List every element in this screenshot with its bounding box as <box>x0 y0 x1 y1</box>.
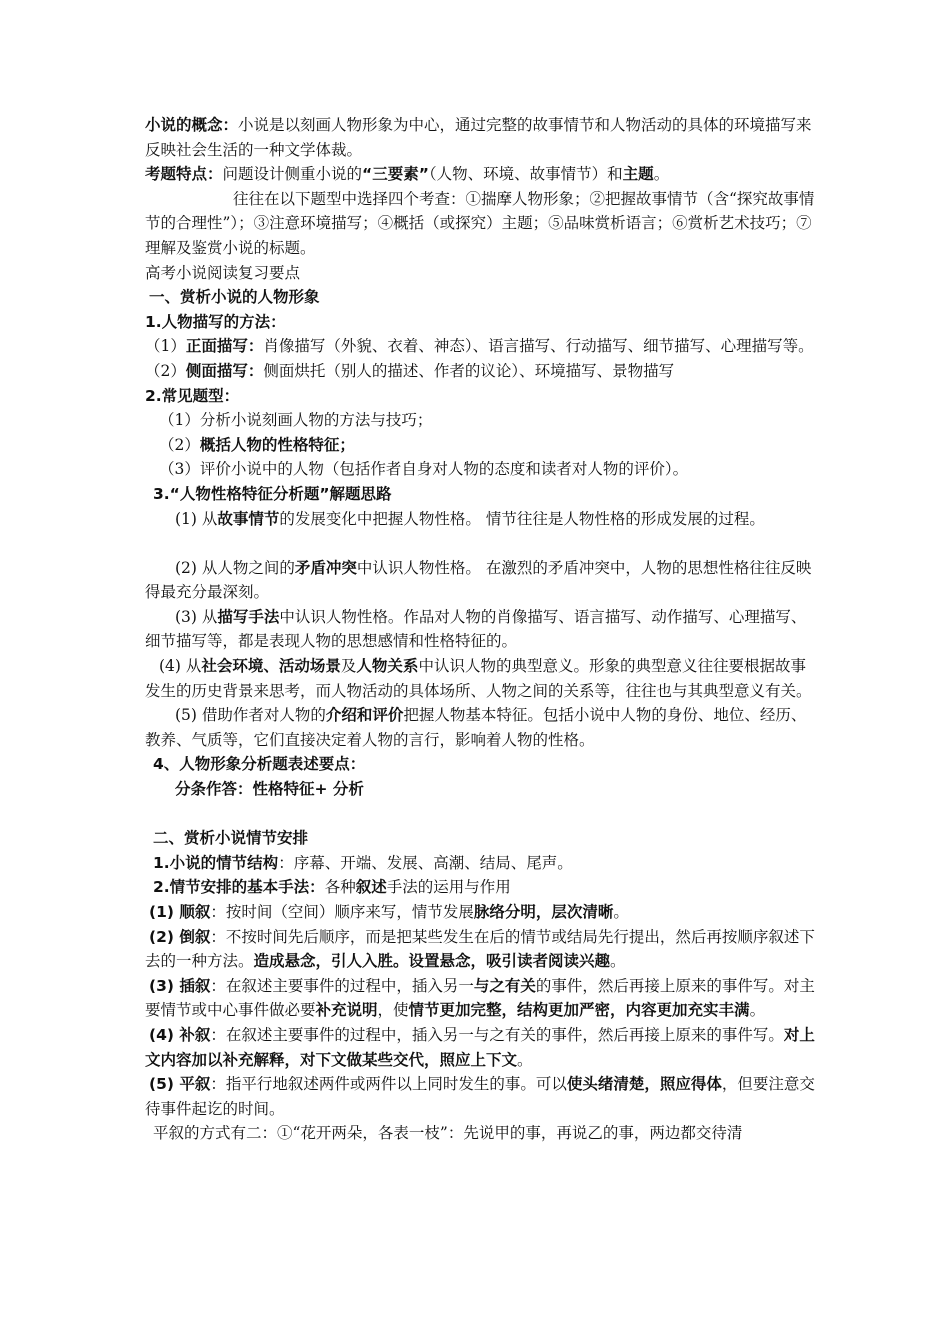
concept-text: 小说是以刻画人物形象为中心，通过完整的故事情节和人物活动的具体的环境描写来反映社会生活的一种文学体裁。 <box>145 116 812 159</box>
narration-label: (4) 补叙 <box>149 1025 211 1044</box>
s2-techniques <box>145 875 815 900</box>
narration-keyword: 脉络分明，层次清晰 <box>473 903 614 921</box>
narration-label: (1) 顺叙 <box>149 903 211 921</box>
approach-3-keyword: 描写手法 <box>217 607 280 626</box>
side-desc-text: 侧面烘托（别人的描述、作者的议论）、环境描写、景物描写 <box>263 361 675 380</box>
narration-label: (5) 平叙 <box>149 1075 211 1094</box>
spacer <box>145 802 815 827</box>
concept-paragraph <box>145 113 815 162</box>
narration-label: (3) 插叙 <box>149 976 211 995</box>
exam-label: 考题特点： <box>145 165 223 184</box>
item-prefix: （1） <box>145 337 186 356</box>
item-prefix: （2） <box>159 435 200 454</box>
exam-detail-text: 往往在以下题型中选择四个考查：①揣摩人物形象；②把握故事情节（含“探究故事情节的合理性”）；③注意环境描写；④概括（或探究）主题；⑤品味赏析语言；⑥赏析艺术技巧；⑦理解及鉴赏小说的标题。 <box>145 189 815 257</box>
parallel-methods: 平叙的方式有二：①“花开两朵，各表一枝”：先说甲的事，再说乙的事，两边都交待清 <box>153 1124 743 1143</box>
s1-side-desc <box>145 359 815 384</box>
approach-2-text: 中认识人物性格。 在激烈的矛盾冲突中，人物的思想性格往往反映得最充分最深刻。 <box>145 558 812 602</box>
narration-flashback <box>145 925 815 974</box>
narration-text: ：指平行地叙述两件或两件以上同时发生的事。可以 <box>210 1075 567 1094</box>
narration-text-2: 的事件，然后再接上原来的事件写。对主要情节或中心事件做必要 <box>145 976 815 1020</box>
approach-2 <box>145 556 815 605</box>
narration-keyword: 与之有关 <box>473 976 536 995</box>
question-2-text: 概括人物的性格特征； <box>199 435 355 454</box>
s1-approach-heading: 3.“人物性格特征分析题”解题思路 <box>153 484 392 503</box>
section2-title: 二、赏析小说情节安排 <box>153 829 309 848</box>
approach-3 <box>145 605 815 654</box>
narration-text: ：在叙述主要事件的过程中，插入另一 <box>210 976 474 995</box>
narration-end: 。 <box>749 1001 766 1020</box>
narration-end: 。 <box>610 952 626 971</box>
review-title: 高考小说阅读复习要点 <box>145 263 301 282</box>
narration-supplement <box>145 1023 815 1072</box>
narration-end: 。 <box>517 1050 533 1069</box>
three-elements: “三要素” <box>362 165 429 184</box>
approach-3-text: 中认识人物性格。作品对人物的肖像描写、语言描写、动作描写、心理描写、细节描写等，都是表现人物的思想感情和性格特征的。 <box>145 607 807 651</box>
s1-method-heading: 1.人物描写的方法： <box>145 312 286 331</box>
exam-features-paragraph <box>145 162 815 187</box>
item-prefix: （2） <box>145 361 186 380</box>
narration-keyword-3: 情节更加完整，结构更加严密，内容更加充实丰满 <box>408 1001 750 1020</box>
approach-4-text: 中认识人物的典型意义。形象的典型意义往往要根据故事发生的历史背景来思考，而人物活动的具体场所、人物之间的关系等，往往也与其典型意义有关。 <box>145 657 812 700</box>
techniques-label: 2.情节安排的基本手法： <box>153 878 325 897</box>
approach-5-keyword: 介绍和评价 <box>325 706 404 725</box>
spacer <box>145 531 815 556</box>
section1-title: 一、赏析小说的人物形象 <box>149 288 320 307</box>
s1-question-types-heading: 2.常见题型： <box>145 386 240 405</box>
exam-text: 问题设计侧重小说的 <box>222 165 363 184</box>
narration-label: (2) 倒叙 <box>149 927 211 946</box>
item-prefix: (3) 从 <box>175 607 218 626</box>
narration-text: ：在叙述主要事件的过程中，插入另一与之有关的事件，然后再接上原来的事件写。 <box>210 1025 784 1044</box>
s2-structure <box>145 851 815 876</box>
s1-expression-heading: 4、人物形象分析题表述要点： <box>153 755 366 774</box>
narration-parallel <box>145 1072 815 1121</box>
narration-chronological <box>145 900 815 925</box>
techniques-text: 各种 <box>324 878 356 897</box>
exam-detail <box>145 187 815 261</box>
narration-text: ：不按时间先后顺序，而是把某些发生在后的情节或结局先行提出，然后再按顺序叙述下去的一种方法。 <box>145 927 815 971</box>
approach-4-keyword-2: 人物关系 <box>356 657 419 676</box>
approach-4 <box>145 654 815 703</box>
front-desc-text: 肖像描写（外貌、衣着、神态）、语言描写、行动描写、细节描写、心理描写等。 <box>263 337 814 356</box>
concept-label: 小说的概念： <box>145 116 239 134</box>
document-page <box>145 113 815 1146</box>
s1-expression-point: 分条作答：性格特征+ 分析 <box>175 780 364 799</box>
approach-2-keyword: 矛盾冲突 <box>294 558 357 577</box>
s1-question-2 <box>145 433 815 458</box>
side-desc-label: 侧面描写： <box>185 361 264 380</box>
exam-text-2: （人物、环境、故事情节）和 <box>428 165 623 184</box>
item-prefix: (4) 从 <box>159 657 202 676</box>
narration-keyword-2: 补充说明 <box>315 1001 378 1020</box>
narration-keyword: 使头绪清楚，照应得体 <box>566 1075 722 1094</box>
item-prefix: (2) 从人物之间的 <box>175 558 295 577</box>
item-prefix: (5) 借助作者对人物的 <box>175 706 326 725</box>
approach-4-keyword-1: 社会环境、活动场景 <box>201 657 341 676</box>
approach-5 <box>145 703 815 752</box>
narration-text-3: ，使 <box>377 1001 409 1020</box>
item-prefix: (1) 从 <box>175 509 218 528</box>
s1-question-1: （1）分析小说刻画人物的方法与技巧； <box>159 411 433 430</box>
structure-label: 1.小说的情节结构 <box>153 853 279 872</box>
narration-keyword: 造成悬念，引人入胜。设置悬念，吸引读者阅读兴趣 <box>253 952 611 971</box>
narration-insert <box>145 974 815 1023</box>
narration-text: ：按时间（空间）顺序来写，情节发展 <box>210 903 474 921</box>
front-desc-label: 正面描写： <box>185 337 264 356</box>
s1-front-desc <box>145 334 815 359</box>
approach-1-keyword: 故事情节 <box>217 509 280 528</box>
narration-keyword: 叙述 <box>355 878 387 897</box>
approach-5-text: 把握人物基本特征。包括小说中人物的身份、地位、经历、教养、气质等，它们直接决定着人物的言行，影响着人物的性格。 <box>145 706 807 749</box>
narration-end: 。 <box>613 903 629 921</box>
narration-text-2: ，但要注意交待事件起讫的时间。 <box>145 1075 815 1118</box>
approach-1-text: 的发展变化中把握人物性格。 情节往往是人物性格的形成发展的过程。 <box>279 509 765 528</box>
theme-keyword: 主题 <box>622 165 654 184</box>
approach-1 <box>145 507 815 532</box>
techniques-text-2: 手法的运用与作用 <box>386 878 511 897</box>
approach-4-mid: 及 <box>340 657 357 676</box>
s1-question-3: （3）评价小说中的人物（包括作者自身对人物的态度和读者对人物的评价）。 <box>159 460 689 479</box>
exam-text-3: 。 <box>653 165 670 184</box>
structure-text: ：序幕、开端、发展、高潮、结局、尾声。 <box>278 853 573 872</box>
narration-keyword: 对上文内容加以补充解释，对下文做某些交代，照应上下文 <box>145 1025 815 1069</box>
